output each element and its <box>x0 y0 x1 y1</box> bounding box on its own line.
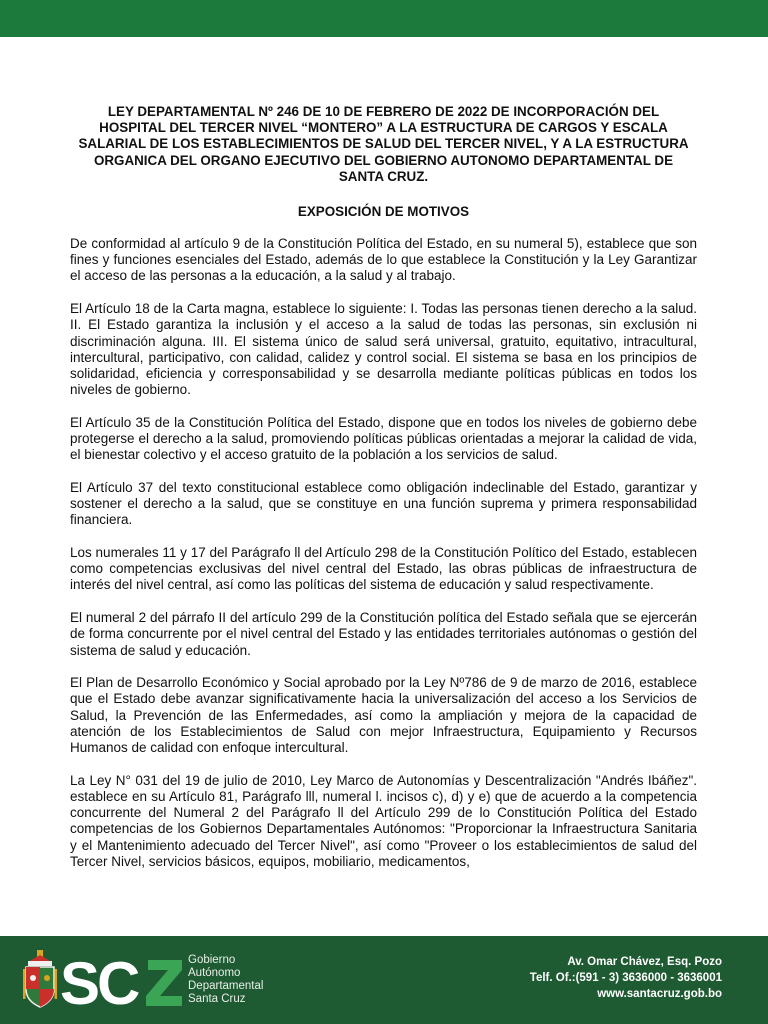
paragraph: El Artículo 37 del texto constitucional establece como obligación indeclinable del Estado, garantizar y sostener el derecho a la salud, que se constituye en una función suprema y primera responsabilidad financiera. <box>70 479 697 528</box>
paragraph: Los numerales 11 y 17 del Parágrafo ll del Artículo 298 de la Constitución Político del Estado, establecen como competencias exclusivas del nivel central del Estado, las obras públicas de infraestructura de interés del nivel central, así como las políticas del sistema de educación y salud respectivamente. <box>70 545 697 593</box>
coat-of-arms-icon <box>22 949 58 1011</box>
scz-logo-sc: SC <box>60 952 138 1012</box>
address: Av. Omar Chávez, Esq. Pozo <box>567 956 722 968</box>
scz-logo-z-mark <box>146 960 182 1006</box>
scz-logo-text <box>60 952 139 1012</box>
paragraph: El Artículo 18 de la Carta magna, establece lo siguiente: I. Todas las personas tienen derecho a la salud. II. El Estado garantiza la inclusión y el acceso a la salud de todas las personas, sin exclusión ni discriminación alguna. III. El sistema único de salud será universal, gratuito, equitativo, intracultural, intercultural, participativo, con calidad, calidez y control social. El sistema se basa en los principios de solidaridad, eficiencia y corresponsabilidad y se desarrolla mediante políticas públicas en todos los niveles de gobierno. <box>70 301 697 398</box>
gov-name-line: Gobierno <box>188 954 236 966</box>
contact-info <box>530 954 722 1002</box>
scz-logo <box>60 952 184 1012</box>
paragraph: El Plan de Desarrollo Económico y Social aprobado por la Ley Nº786 de 9 de marzo de 2016, establece que el Estado debe avanzar significativamente hacia la universalización del acceso a los Servicios de Salud, la Prevención de las Enfermedades, así como la ampliación y mejora de la capacidad de atención de los Establecimientos de Salud con mejor Infraestructura, Equipamiento y Recursos Humanos de calidad con enfoque intercultural. <box>70 675 697 756</box>
section-heading: EXPOSICIÓN DE MOTIVOS <box>297 204 470 220</box>
document-title: LEY DEPARTAMENTAL Nº 246 DE 10 DE FEBRERO DE 2022 DE INCORPORACIÓN DEL HOSPITAL DEL TERCER NIVEL “MONTERO” A LA ESTRUCTURA DE CARGOS Y ESCALA SALARIAL DE LOS ESTABLECIMIENTOS DE SALUD DEL TERCER NIVEL, Y A LA ESTRUCTURA ORGANICA DEL ORGANO EJECUTIVO DEL GOBIERNO AUTONOMO DEPARTAMENTAL DE SANTA CRUZ. <box>78 104 689 184</box>
paragraph: El Artículo 35 de la Constitución Política del Estado, dispone que en todos los niveles de gobierno debe protegerse el derecho a la salud, promoviendo políticas públicas orientadas a mejorar la calidad de vida, el bienestar colectivo y el acceso gratuito de la población a los servicios de salud. <box>70 414 697 463</box>
document-body <box>70 104 697 887</box>
paragraph: El numeral 2 del párrafo II del artículo 299 de la Constitución política del Estado señala que se ejercerán de forma concurrente por el nivel central del Estado y las entidades territoriales autónomas o gestión del sistema de salud y educación. <box>70 610 697 658</box>
website-link[interactable]: www.santacruz.gob.bo <box>597 988 722 1000</box>
paragraph: La Ley N° 031 del 19 de julio de 2010, Ley Marco de Autonomías y Descentralización "Andrés Ibáñez". establece en su Artículo 81, Parágrafo lll, numeral l. incisos c), d) y e) que de acuerdo a la competencia concurrente del Numeral 2 del Parágrafo ll del Artículo 299 de lo Constitución Política del Estado competencias de los Gobiernos Departamentales Autónomos: "Proporcionar la Infraestructura Sanitaria y el Mantenimiento adecuado del Tercer Nivel", así como "Proveer o los establecimientos de salud del Tercer Nivel, servicios básicos, equipos, mobiliario, medicamentos, <box>70 772 697 869</box>
gov-name-line: Santa Cruz <box>188 993 246 1005</box>
government-name <box>188 954 263 1006</box>
gov-name-line: Autónomo <box>188 967 241 979</box>
header-bar <box>0 0 768 37</box>
gov-name-line: Departamental <box>188 980 264 992</box>
phone: Telf. Of.:(591 - 3) 3636000 - 3636001 <box>529 972 722 984</box>
footer-bar <box>0 936 768 1024</box>
paragraph: De conformidad al artículo 9 de la Constitución Política del Estado, en su numeral 5), establece que son fines y funciones esenciales del Estado, además de lo que establece la Constitución y la Ley Garantizar el acceso de las personas a la educación, a la salud y al trabajo. <box>70 236 697 284</box>
